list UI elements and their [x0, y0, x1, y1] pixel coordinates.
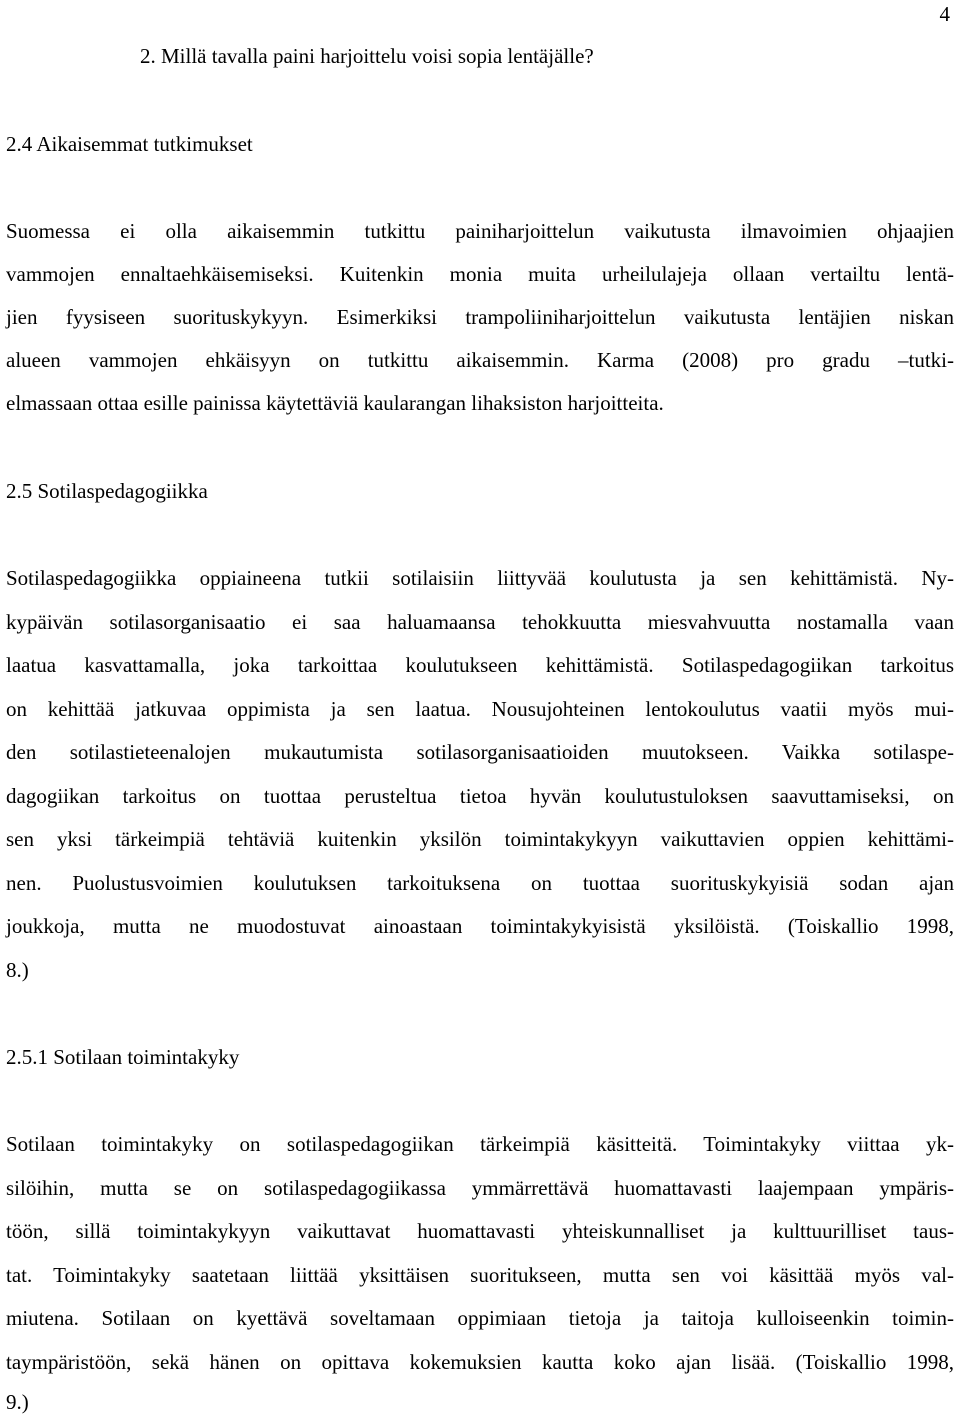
- paragraph-line: laatua kasvattamalla, joka tarkoittaa koulutukseen kehittämistä. Sotilaspedagogiikan tarkoitus: [6, 653, 954, 677]
- paragraph-line: tat. Toimintakyky saatetaan liittää yksittäisen suoritukseen, mutta sen voi käsittää myös val-: [6, 1263, 954, 1287]
- paragraph-line: Suomessa ei olla aikaisemmin tutkittu painiharjoittelun vaikutusta ilmavoimien ohjaajien: [6, 219, 954, 243]
- paragraph-line: vammojen ennaltaehkäisemiseksi. Kuitenkin monia muita urheilulajeja ollaan vertailtu lentä-: [6, 262, 954, 286]
- paragraph-line: miutena. Sotilaan on kyettävä soveltamaan oppimiaan tietoja ja taitoja kulloiseenkin toimin-: [6, 1306, 954, 1330]
- paragraph-line: Sotilaspedagogiikka oppiaineena tutkii sotilaisiin liittyvää koulutusta ja sen kehittämistä. Ny-: [6, 566, 954, 590]
- section-heading-2-4: 2.4 Aikaisemmat tutkimukset: [6, 132, 253, 156]
- paragraph-line: den sotilastieteenalojen mukautumista sotilasorganisaatioiden muutokseen. Vaikka sotilaspe-: [6, 740, 954, 764]
- paragraph-line: 9.): [6, 1390, 29, 1414]
- page-number: 4: [939, 2, 950, 26]
- paragraph-line: elmassaan ottaa esille painissa käytettäviä kaularangan lihaksiston harjoitteita.: [6, 391, 664, 415]
- paragraph-line: nen. Puolustusvoimien koulutuksen tarkoituksena on tuottaa suorituskykyisiä sodan ajan: [6, 871, 954, 895]
- paragraph-line: jien fyysiseen suorituskykyyn. Esimerkiksi trampoliiniharjoittelun vaikutusta lentäjien niskan: [6, 305, 954, 329]
- paragraph-line: dagogiikan tarkoitus on tuottaa perusteltua tietoa hyvän koulutustuloksen saavuttamiseksi, on: [6, 784, 954, 808]
- paragraph-line: taympäristöön, sekä hänen on opittava kokemuksien kautta koko ajan lisää. (Toiskallio 1998,: [6, 1350, 954, 1374]
- paragraph-line: sen yksi tärkeimpiä tehtäviä kuitenkin yksilön toimintakykyyn vaikuttavien oppien kehittämi-: [6, 827, 954, 851]
- paragraph-line: kypäivän sotilasorganisaatio ei saa haluamaansa tehokkuutta miesvahvuutta nostamalla vaan: [6, 610, 954, 634]
- paragraph-line: töön, sillä toimintakykyyn vaikuttavat huomattavasti yhteiskunnalliset ja kulttuurilliset taus-: [6, 1219, 954, 1243]
- paragraph-line: joukkoja, mutta ne muodostuvat ainoastaan toimintakykyisistä yksilöistä. (Toiskallio 1998,: [6, 914, 954, 938]
- paragraph-line: Sotilaan toimintakyky on sotilaspedagogiikan tärkeimpiä käsitteitä. Toimintakyky viittaa yk-: [6, 1132, 954, 1156]
- paragraph-line: alueen vammojen ehkäisyyn on tutkittu aikaisemmin. Karma (2008) pro gradu –tutki-: [6, 348, 954, 372]
- paragraph-line: 8.): [6, 958, 29, 982]
- section-heading-2-5-1: 2.5.1 Sotilaan toimintakyky: [6, 1045, 240, 1069]
- question-2: 2. Millä tavalla paini harjoittelu voisi sopia lentäjälle?: [140, 44, 594, 68]
- paragraph-line: silöihin, mutta se on sotilaspedagogiikassa ymmärrettävä huomattavasti laajempaan ympäris-: [6, 1176, 954, 1200]
- paragraph-line: on kehittää jatkuvaa oppimista ja sen laatua. Nousujohteinen lentokoulutus vaatii myös mui-: [6, 697, 954, 721]
- section-heading-2-5: 2.5 Sotilaspedagogiikka: [6, 479, 208, 503]
